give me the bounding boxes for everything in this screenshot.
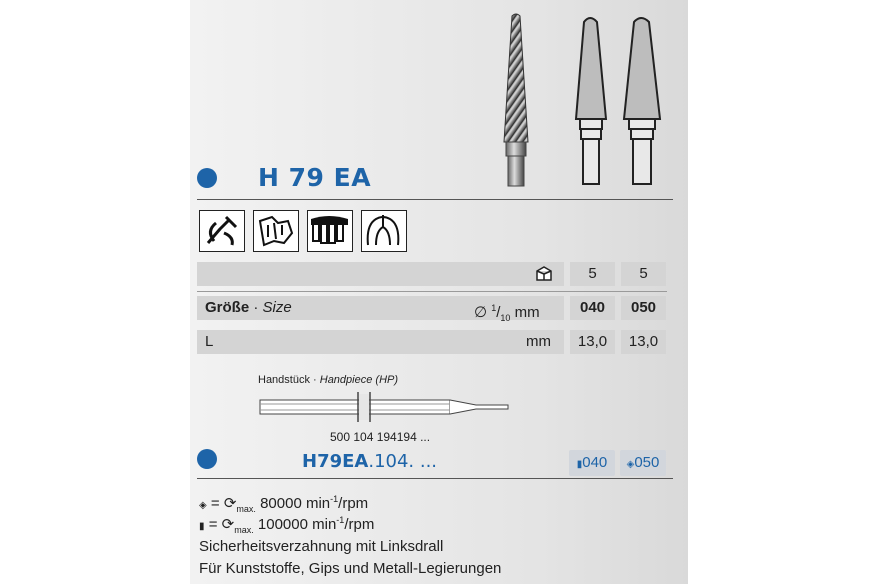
note-line-1: Sicherheitsverzahnung mit Linksdrall xyxy=(199,538,444,555)
pack-row xyxy=(197,262,564,286)
pack-value-040: 5 xyxy=(570,262,615,286)
bur-photo xyxy=(490,10,550,190)
handpiece-number: 500 104 194194 ... xyxy=(330,430,431,444)
handpiece-drawing xyxy=(258,388,518,434)
order-size-040[interactable]: ▮040 xyxy=(569,450,615,476)
product-dot xyxy=(197,168,217,188)
speed-line-1: ◈ = $⟳_{max.}$ 80000 $\min^{-1}$/rpm xyxy=(199,494,369,514)
pack-value-050: 5 xyxy=(621,262,666,286)
bur-outline-050 xyxy=(624,18,660,184)
order-code: H79EA.104. ... xyxy=(302,451,438,472)
pack-icon xyxy=(534,265,554,283)
order-dot xyxy=(197,449,217,469)
crown-icon xyxy=(361,210,407,252)
length-value-040: 13,0 xyxy=(570,330,615,354)
size-value-050: 050 xyxy=(621,296,666,320)
title-divider xyxy=(197,199,673,200)
model-icon xyxy=(253,210,299,252)
length-unit: mm xyxy=(526,333,551,350)
handpiece-label: Handstück · Handpiece (HP) xyxy=(258,374,399,386)
bur-outline-drawings xyxy=(570,14,680,189)
order-divider xyxy=(197,478,673,479)
size-label: Größe · Size xyxy=(205,299,292,316)
bur-outline-040 xyxy=(576,18,606,184)
size-value-040: 040 xyxy=(570,296,615,320)
size-unit: ∅ $^1/_{10}$ mm xyxy=(474,303,540,323)
order-size-050[interactable]: ◈050 xyxy=(620,450,666,476)
denture-icon xyxy=(307,210,353,252)
length-value-050: 13,0 xyxy=(621,330,666,354)
product-title: H 79 EA xyxy=(258,163,372,192)
speed-line-2: ▮ = $⟳_{max.}$ 100000 $\min^{-1}$/rpm xyxy=(199,515,375,535)
length-label: L xyxy=(205,333,214,350)
note-line-2: Für Kunststoffe, Gips und Metall-Legierungen xyxy=(199,560,502,577)
length-row xyxy=(197,330,564,354)
row-divider xyxy=(197,291,667,292)
lab-handpiece-icon xyxy=(199,210,245,252)
